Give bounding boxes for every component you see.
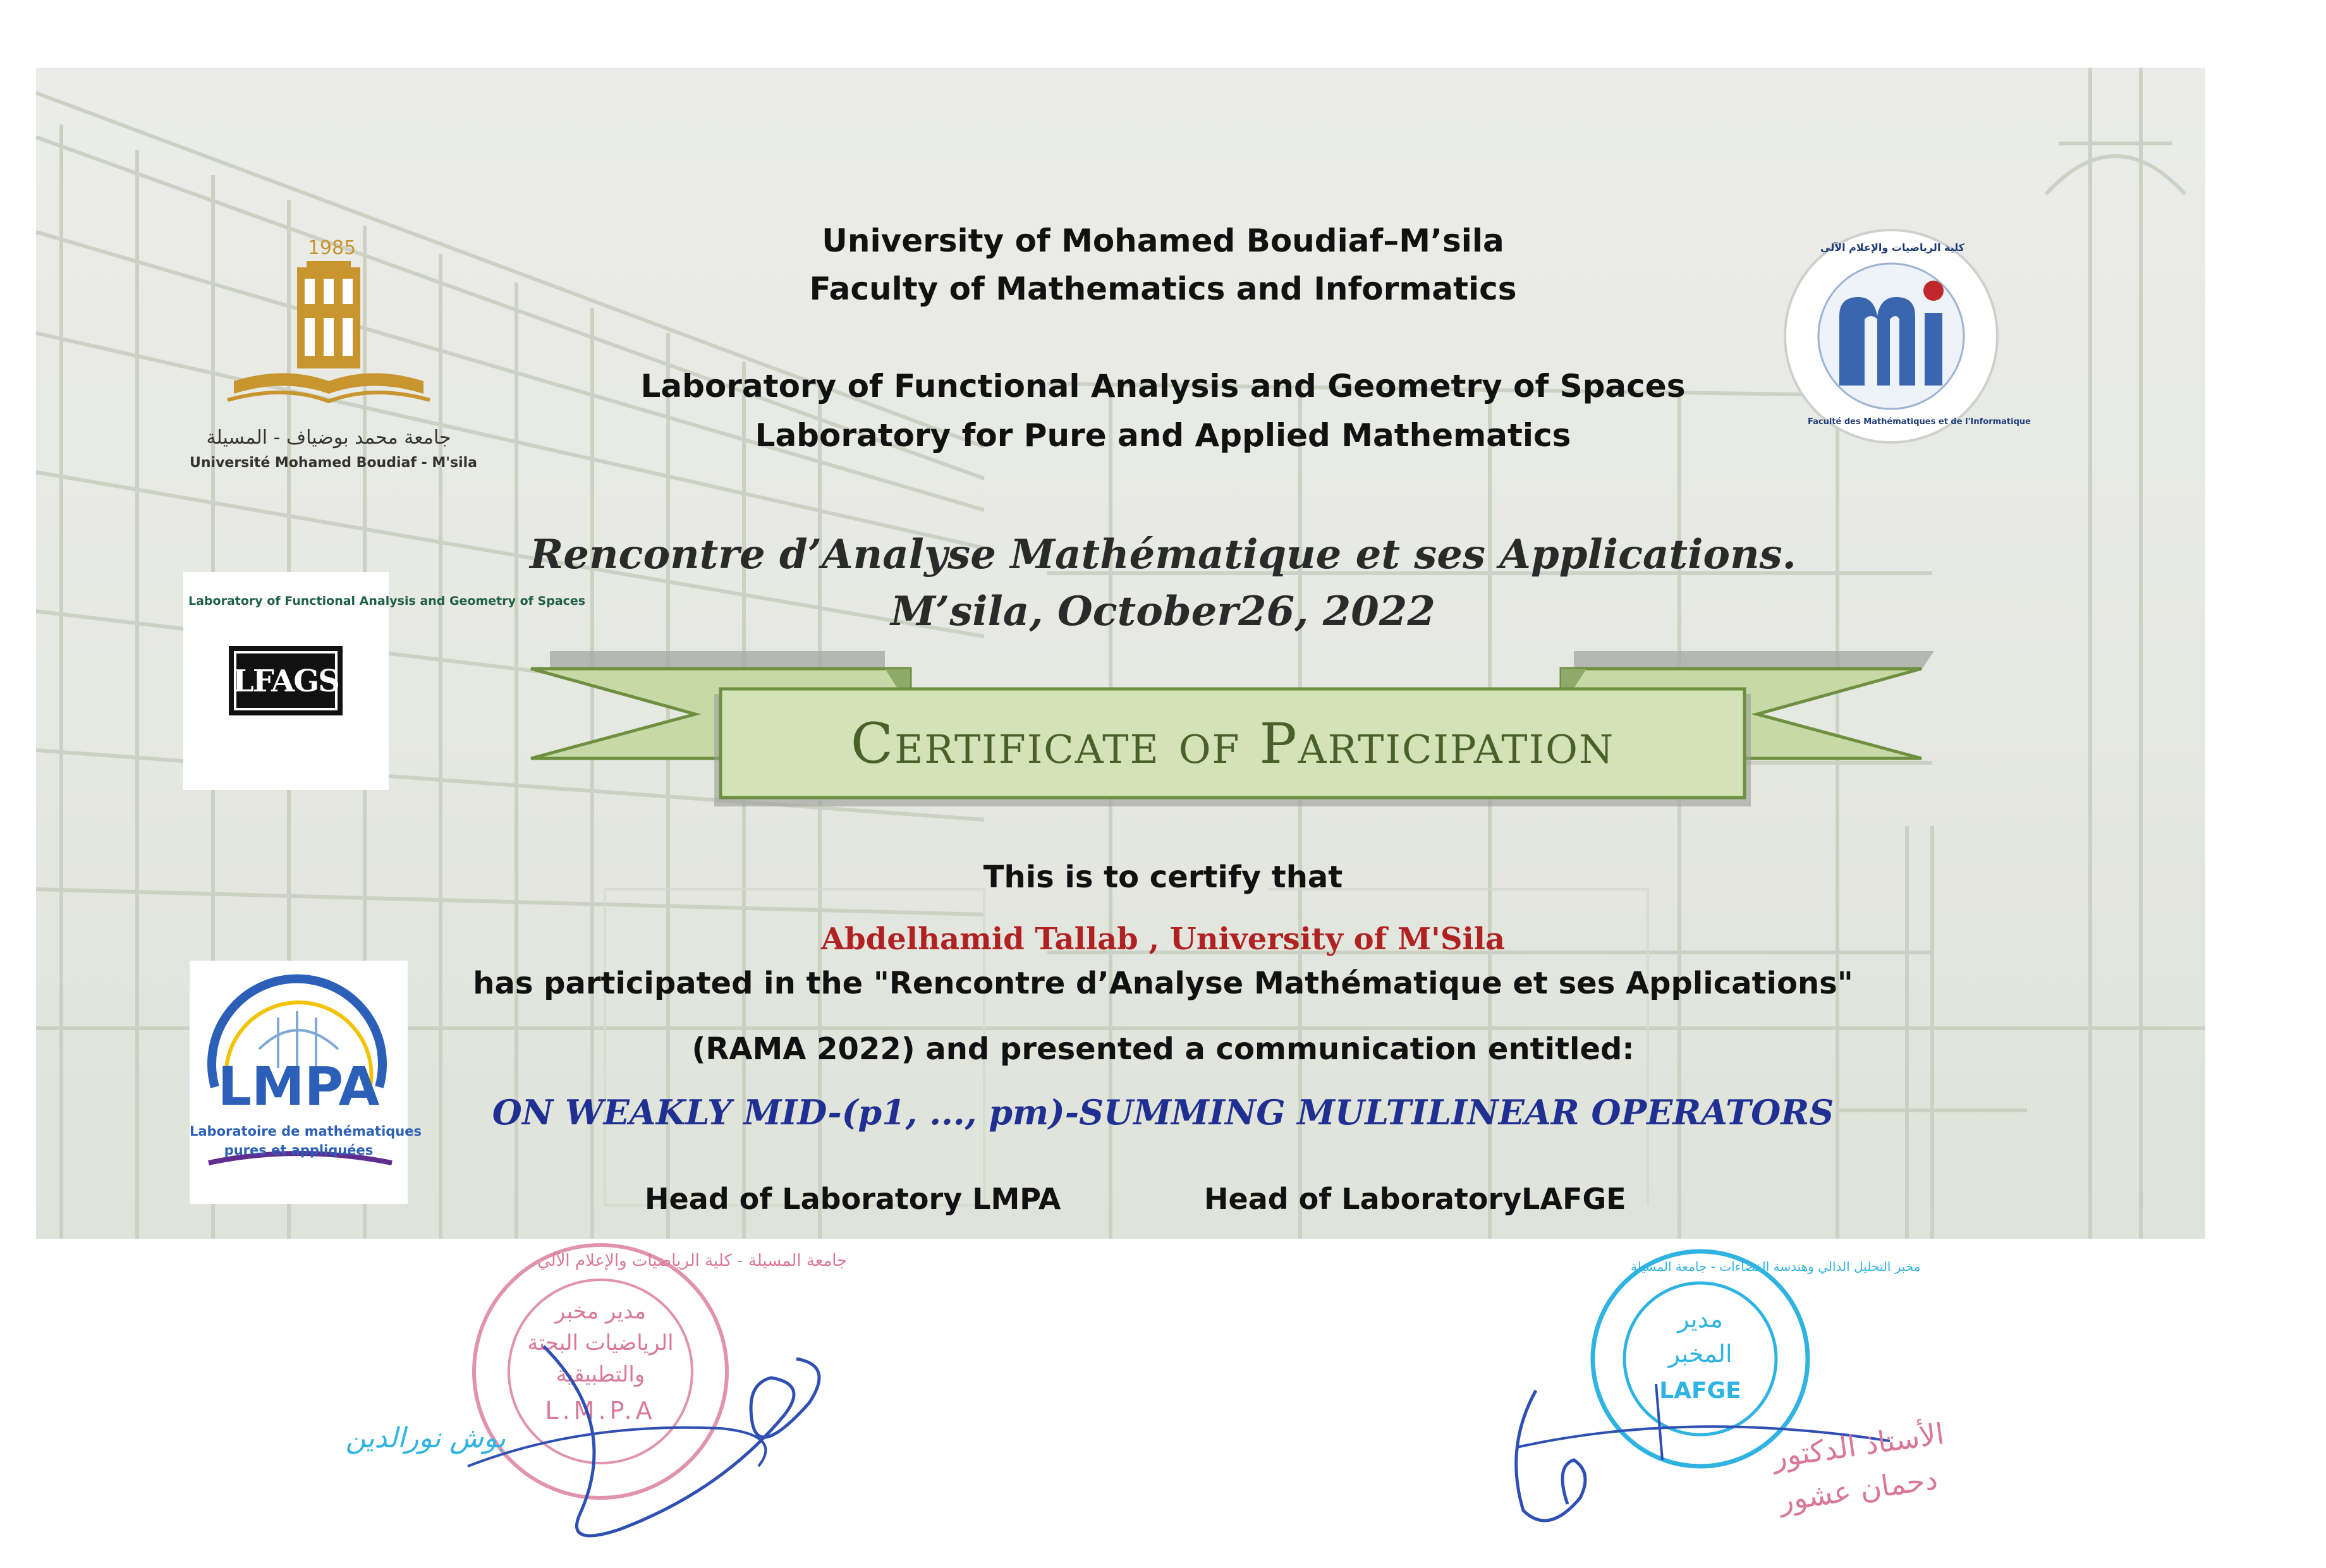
participant-name: Abdelhamid Tallab , University of M'Sila xyxy=(820,921,1506,957)
lab-pure-applied: Laboratory for Pure and Applied Mathematics xyxy=(755,417,1571,454)
lfags-logo xyxy=(183,572,586,790)
university-name: University of Mohamed Boudiaf–M’sila xyxy=(822,222,1504,259)
faculty-logo-arabic-text: كلية الرياضيات والإعلام الآلي xyxy=(1820,241,1965,253)
faculty-logo-ring-text: Faculté des Mathématiques et de l'Informatique xyxy=(1808,417,2031,427)
lfags-logo-letters: LFAGS xyxy=(233,664,339,699)
lafge-stamp-line1: مدير xyxy=(1678,1305,1723,1333)
university-logo xyxy=(190,237,478,477)
communication-title: ON WEAKLY MID-(p1, ..., pm)-SUMMING MULTILINEAR OPERATORS xyxy=(492,1092,1834,1133)
lafge-stamp-line3: LAFGE xyxy=(1659,1378,1741,1404)
lmpa-stamp-line4: L.M.P.A xyxy=(545,1397,656,1425)
event-place-date: M’sila, October26, 2022 xyxy=(891,588,1435,635)
university-tower-icon xyxy=(228,261,430,413)
lmpa-logo-subtitle-1: Laboratoire de mathématiques xyxy=(190,1124,422,1139)
university-logo-french: Université Mohamed Boudiaf - M'sila xyxy=(190,455,478,471)
certificate-title: Certificate of Participation xyxy=(850,710,1615,776)
certify-line: This is to certify that xyxy=(983,860,1343,895)
presented-line: (RAMA 2022) and presented a communication entitled: xyxy=(691,1031,1635,1067)
lmpa-logo-subtitle-2: pures et appliquées xyxy=(224,1143,374,1158)
lfags-logo-ring-text: Laboratory of Functional Analysis and Geometry of Spaces xyxy=(188,594,586,608)
university-logo-year: 1985 xyxy=(307,237,356,259)
lmpa-stamp-line3: والتطبيقية xyxy=(556,1362,645,1387)
lafge-stamp-line2: المخبر xyxy=(1668,1340,1732,1368)
faculty-mi-emblem xyxy=(1782,228,2031,446)
signature-label-lafge: Head of LaboratoryLAFGE xyxy=(1204,1182,1626,1216)
lafge-signature-title: الأستاذ الدكتور xyxy=(1770,1416,1947,1474)
lab-functional-analysis: Laboratory of Functional Analysis and Geometry of Spaces xyxy=(640,368,1686,404)
lafge-stamp-ring-text: مخبر التحليل الدالي وهندسة الفضاءات - جامعة المسيلة xyxy=(1631,1259,1921,1274)
signature-label-lmpa: Head of Laboratory LMPA xyxy=(645,1182,1061,1216)
participated-line: has participated in the "Rencontre d’Analyse Mathématique et ses Applications" xyxy=(473,966,1853,1001)
event-name: Rencontre d’Analyse Mathématique et ses Applications. xyxy=(530,531,1796,578)
lmpa-stamp-line2: الرياضيات البحتة xyxy=(527,1330,674,1356)
university-logo-arabic: جامعة محمد بوضياف - المسيلة xyxy=(206,427,451,449)
lmpa-logo xyxy=(190,961,422,1204)
faculty-mi-logo xyxy=(1782,228,2031,446)
lmpa-stamp-ring-text: جامعة المسيلة - كلية الرياضيات والإعلام الآلي xyxy=(537,1251,848,1270)
lmpa-logo-letters: LMPA xyxy=(217,1055,380,1117)
faculty-name: Faculty of Mathematics and Informatics xyxy=(809,270,1517,307)
lmpa-signature-scribble xyxy=(455,1321,860,1561)
lmpa-stamp-line1: مدير مخبر xyxy=(554,1299,647,1324)
lafge-signature-name: دحمان عشور xyxy=(1777,1461,1940,1518)
lmpa-signature-name: بوش نورالدين xyxy=(345,1422,506,1454)
